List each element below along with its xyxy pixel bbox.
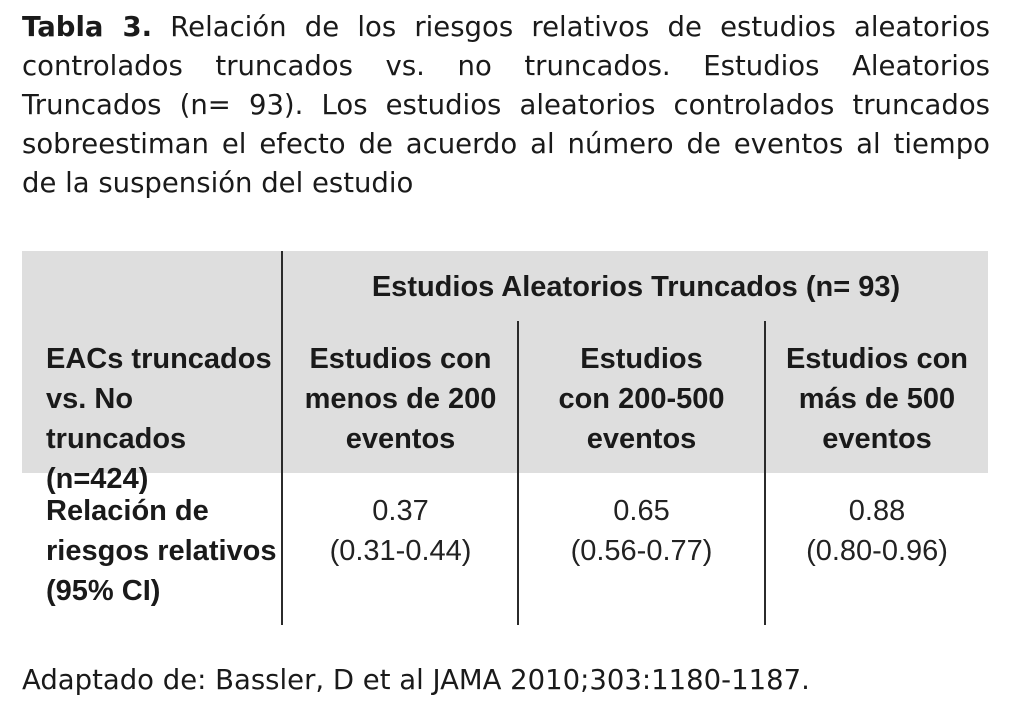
- header-line: eventos: [822, 423, 932, 455]
- value-cell-gt500: [766, 491, 988, 571]
- source-citation: Adaptado de: Bassler, D et al JAMA 2010;303:1180-1187.: [22, 664, 810, 696]
- value-cell-200-500: [519, 491, 764, 571]
- header-line: Estudios con: [309, 343, 492, 375]
- header-line: EACs truncados: [46, 343, 272, 375]
- confidence-interval: (0.31-0.44): [329, 535, 472, 567]
- column-header-200-500: [519, 339, 764, 459]
- header-line: vs. No truncados: [46, 383, 187, 455]
- column-header-lt200: [284, 339, 517, 459]
- row-label-line: riesgos relativos: [46, 535, 277, 567]
- caption-text: Relación de los riesgos relativos de estudios aleatorios controlados truncados vs. no truncados. Estudios Aleatorios Truncados (n= 93). Los estudios aleatorios controlados truncados sobreestiman el efecto de acuerdo al número de eventos al tiempo de la suspensión del estudio: [22, 11, 990, 199]
- header-line: eventos: [345, 423, 456, 455]
- value-cell-lt200: [284, 491, 517, 571]
- confidence-interval: (0.56-0.77): [570, 535, 713, 567]
- header-line: Estudios: [580, 343, 703, 375]
- column-header-gt500: [766, 339, 988, 459]
- row-header-column-title: [46, 339, 276, 499]
- row-label: [46, 491, 280, 611]
- relative-risk: 0.37: [372, 495, 429, 527]
- confidence-interval: (0.80-0.96): [806, 535, 948, 567]
- header-line: (n=424): [46, 463, 149, 495]
- table-caption: [22, 8, 990, 203]
- column-divider-1: [281, 251, 283, 625]
- header-line: Estudios con: [785, 343, 969, 375]
- relative-risk: 0.65: [613, 495, 670, 527]
- row-label-line: Relación de: [46, 495, 209, 527]
- header-line: con 200-500: [558, 383, 725, 415]
- results-table: [22, 251, 988, 625]
- group-header: Estudios Aleatorios Truncados (n= 93): [371, 271, 901, 303]
- relative-risk: 0.88: [848, 495, 906, 527]
- header-line: eventos: [586, 423, 697, 455]
- header-line: más de 500: [798, 383, 956, 415]
- header-line: menos de 200: [304, 383, 497, 415]
- caption-label: Tabla 3.: [22, 11, 153, 43]
- row-label-line: (95% CI): [46, 575, 161, 607]
